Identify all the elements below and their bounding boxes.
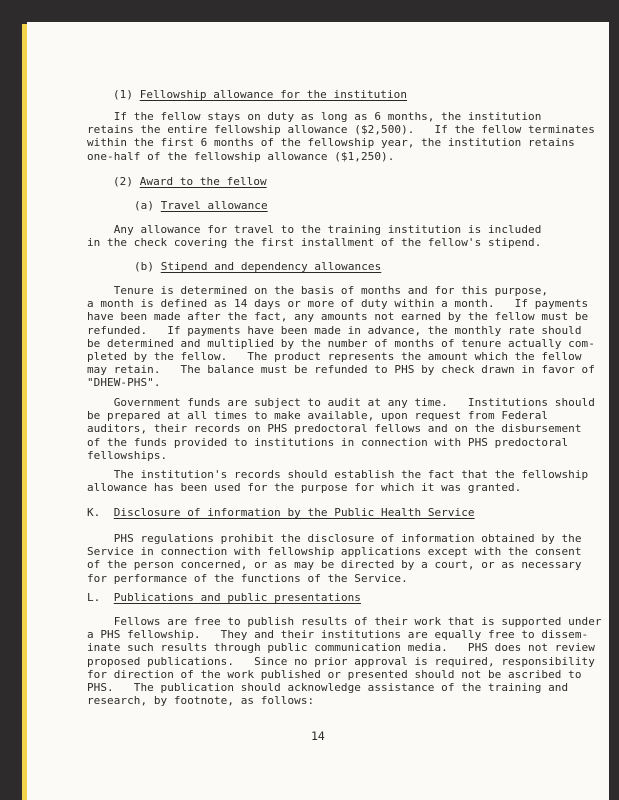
- records-paragraph: The institution's records should establish the fact that the fellowship allowance has been used for the purpose for which it was granted.: [87, 468, 589, 495]
- section-l-heading: [87, 591, 361, 604]
- subsection-a-body: Any allowance for travel to the training institution is included in the check covering the first installment of the fellow's stipend.: [87, 223, 542, 250]
- page-number: 14: [311, 729, 325, 743]
- section-number: (a): [134, 199, 161, 212]
- section-title: Stipend and dependency allowances: [160, 260, 382, 273]
- section-letter: K.: [87, 506, 114, 519]
- audit-paragraph: Government funds are subject to audit at any time. Institutions should be prepared at all times to make available, upon request from Federal auditors, their records on PHS predoctoral fellows and on the disbursement of the funds provided to institutions in connection with PHS predoctoral fellowships.: [87, 396, 595, 462]
- section-number: (1): [113, 88, 140, 101]
- section-1-body: If the fellow stays on duty as long as 6 months, the institution retains the entire fellowship allowance ($2,500). If the fellow terminates within the first 6 months of the fellowship year, the institution retains one-half of the fellowship allowance ($1,250).: [87, 110, 595, 163]
- section-title: Travel allowance: [160, 199, 268, 212]
- section-2-heading: [113, 175, 267, 188]
- section-number: (b): [134, 260, 161, 273]
- section-title: Fellowship allowance for the institution: [139, 88, 408, 101]
- document-page: [27, 22, 609, 800]
- section-k-body: PHS regulations prohibit the disclosure of information obtained by the Service in connection with fellowship applications except with the consent of the person concerned, or as may be directed by a court, or as necessary for performance of the functions of the Service.: [87, 532, 582, 585]
- subsection-b-body: Tenure is determined on the basis of months and for this purpose, a month is defined as 14 days or more of duty within a month. If payments have been made after the fact, any amounts not earned by the fellow must be refunded. If payments have been made in advance, the monthly rate should be determined and multiplied by the number of months of tenure actually com- pleted by the fellow. The product represents the amount which the fellow may retain. The balance must be refunded to PHS by check drawn in favor of "DHEW-PHS".: [87, 284, 595, 390]
- section-title: Disclosure of information by the Public Health Service: [113, 506, 475, 519]
- section-title: Publications and public presentations: [113, 591, 361, 604]
- section-k-heading: [87, 506, 475, 519]
- section-1-heading: [113, 88, 407, 101]
- subsection-b-heading: [134, 260, 381, 273]
- section-letter: L.: [87, 591, 114, 604]
- subsection-a-heading: [134, 199, 268, 212]
- section-title: Award to the fellow: [139, 175, 267, 188]
- section-number: (2): [113, 175, 140, 188]
- section-l-body: Fellows are free to publish results of their work that is supported under a PHS fellowship. They and their institutions are equally free to dissem- inate such results through public communication media. PHS does not review proposed publications. Since no prior approval is required, responsibility for direction of the work published or presented should not be ascribed to PHS. The publication should acknowledge assistance of the training and research, by footnote, as follows:: [87, 615, 602, 708]
